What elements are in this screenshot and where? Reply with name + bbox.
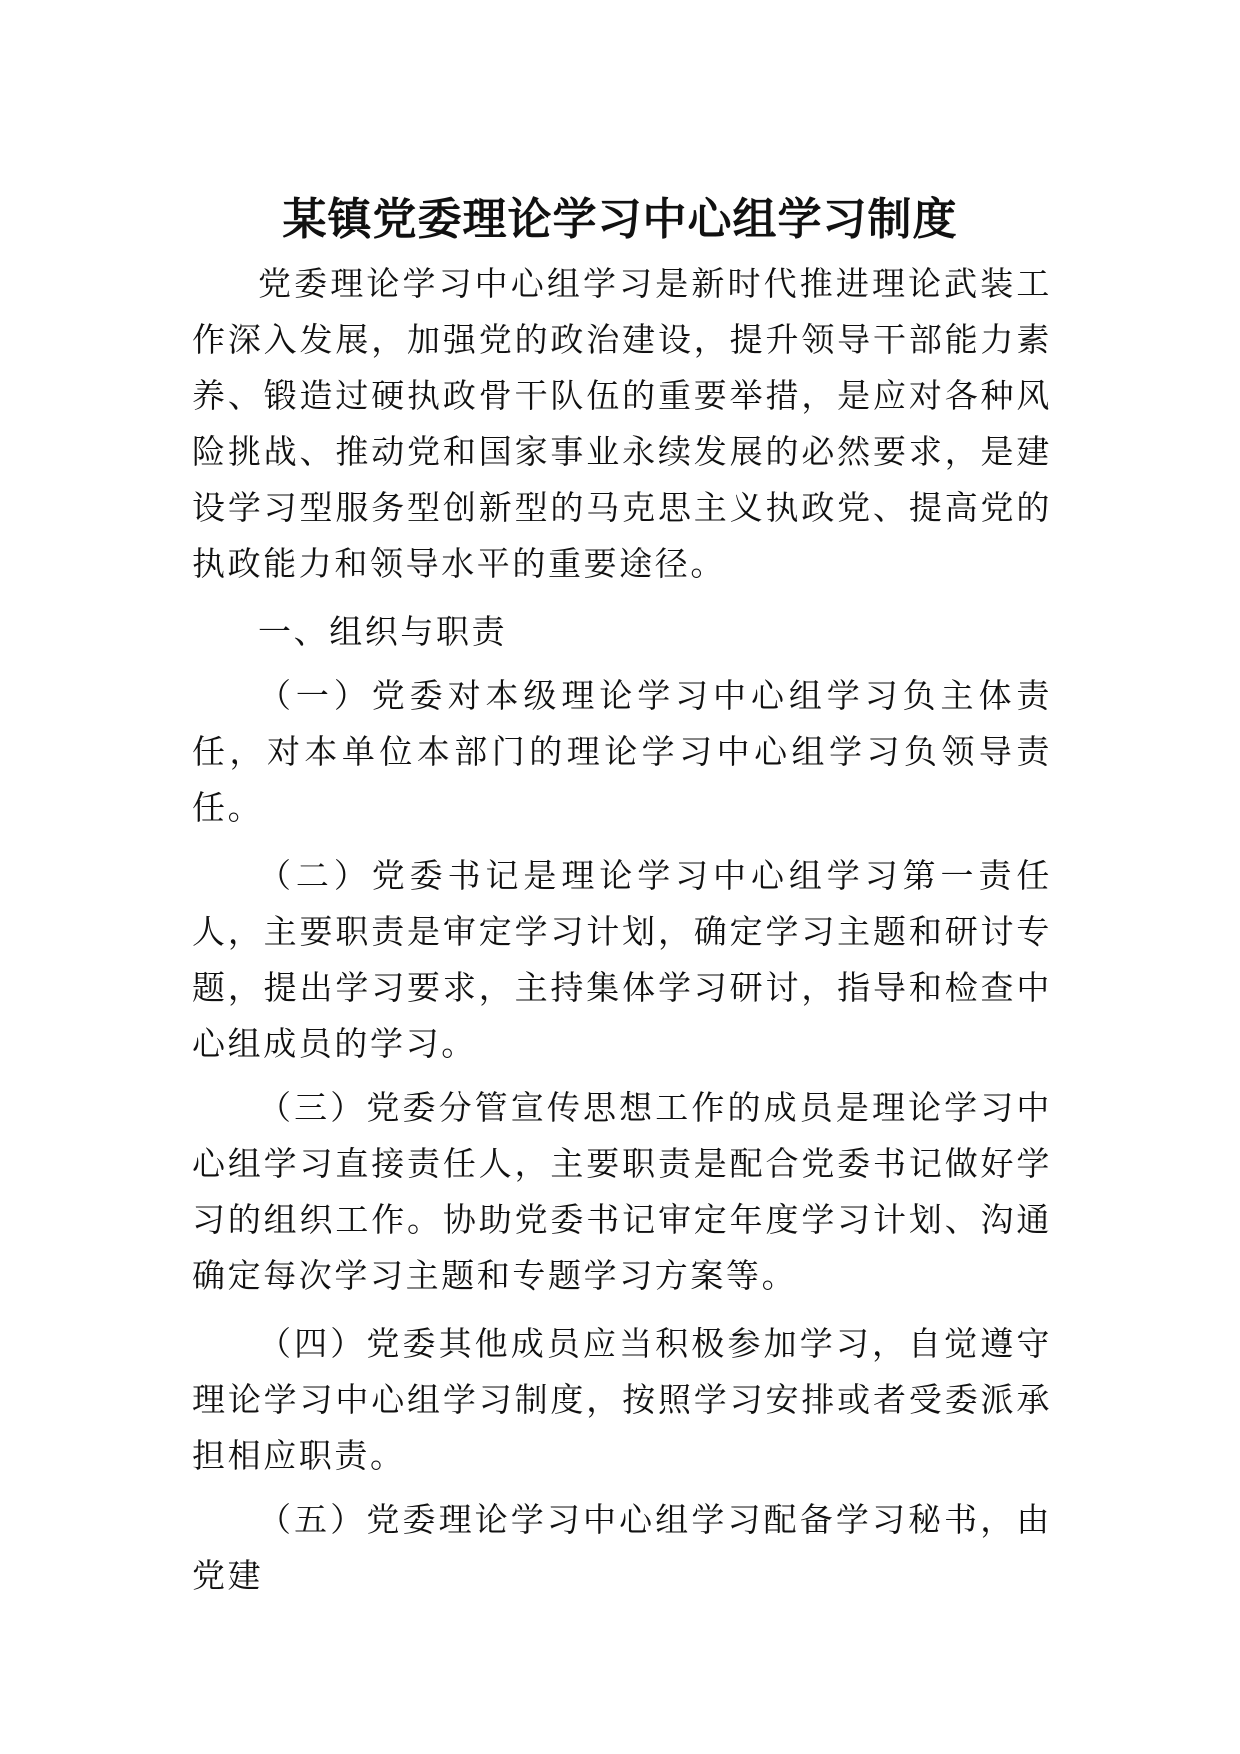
item-paragraph-5: （五）党委理论学习中心组学习配备学习秘书，由党建	[192, 1500, 1052, 1595]
section-heading-organization: 一、组织与职责	[258, 612, 508, 651]
item-paragraph-1: （一）党委对本级理论学习中心组学习负主体责任，对本单位本部门的理论学习中心组学习负领导责任。	[192, 676, 1052, 827]
item-paragraph-4: （四）党委其他成员应当积极参加学习，自觉遵守理论学习中心组学习制度，按照学习安排或者受委派承担相应职责。	[192, 1324, 1052, 1475]
item-paragraph-3: （三）党委分管宣传思想工作的成员是理论学习中心组学习直接责任人，主要职责是配合党委书记做好学习的组织工作。协助党委书记审定年度学习计划、沟通确定每次学习主题和专题学习方案等。	[192, 1088, 1052, 1295]
item-paragraph-2: （二）党委书记是理论学习中心组学习第一责任人，主要职责是审定学习计划，确定学习主题和研讨专题，提出学习要求，主持集体学习研讨，指导和检查中心组成员的学习。	[192, 856, 1052, 1063]
intro-paragraph: 党委理论学习中心组学习是新时代推进理论武装工作深入发展，加强党的政治建设，提升领导干部能力素养、锻造过硬执政骨干队伍的重要举措，是应对各种风险挑战、推动党和国家事业永续发展的必然要求，是建设学习型服务型创新型的马克思主义执政党、提高党的执政能力和领导水平的重要途径。	[192, 264, 1052, 583]
document-body	[192, 256, 1052, 1604]
document-title: 某镇党委理论学习中心组学习制度	[282, 194, 958, 245]
